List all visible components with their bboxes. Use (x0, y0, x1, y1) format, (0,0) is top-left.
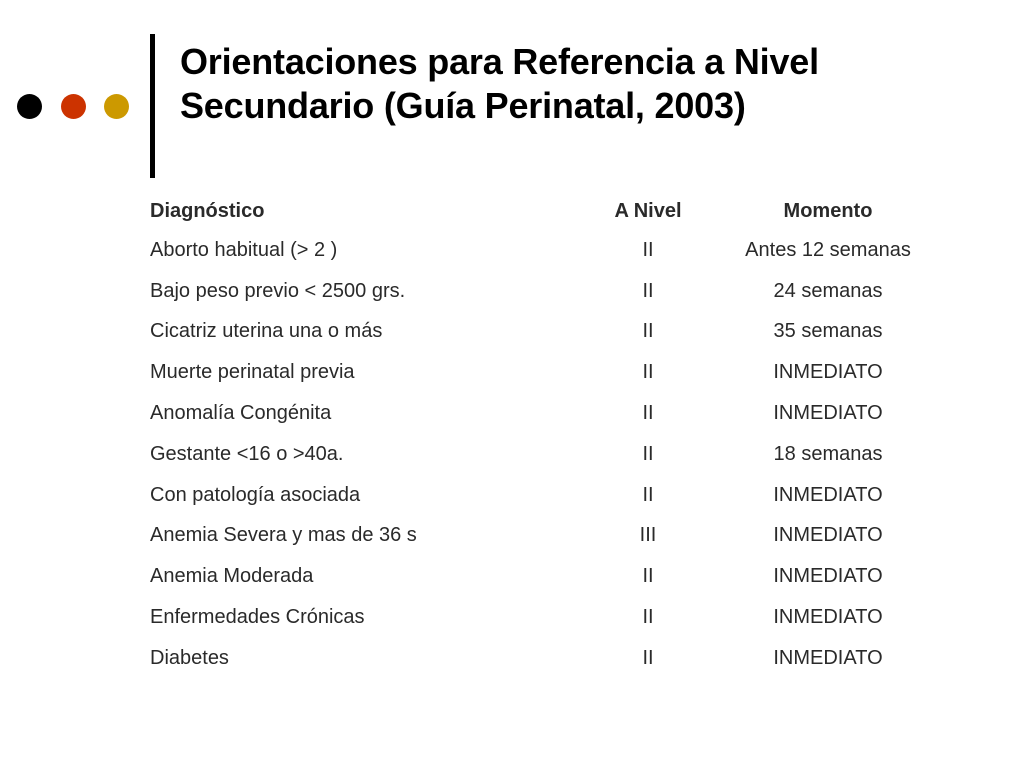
table-header-row (148, 192, 948, 230)
cell-diagnostico: Diabetes (150, 646, 229, 669)
title-divider (150, 34, 155, 178)
title-line-2: Secundario (Guía Perinatal, 2003) (180, 85, 746, 126)
cell-momento: INMEDIATO (773, 646, 883, 669)
cell-nivel: II (642, 646, 654, 669)
cell-momento: 24 semanas (773, 279, 883, 302)
cell-nivel: III (639, 524, 657, 547)
cell-momento: 35 semanas (773, 320, 883, 343)
cell-diagnostico: Bajo peso previo < 2500 grs. (150, 279, 406, 302)
table-row (148, 271, 948, 312)
table-row (148, 475, 948, 516)
red-dot (61, 94, 86, 119)
cell-nivel: II (642, 279, 654, 302)
cell-diagnostico: Anomalía Congénita (150, 402, 332, 425)
table-row (148, 556, 948, 597)
cell-momento: 18 semanas (773, 442, 883, 465)
table-body (148, 230, 948, 679)
cell-diagnostico: Cicatriz uterina una o más (150, 320, 383, 343)
cell-diagnostico: Gestante <16 o >40a. (150, 442, 344, 465)
cell-nivel: II (642, 238, 654, 261)
black-dot (17, 94, 42, 119)
cell-momento: INMEDIATO (773, 565, 883, 588)
cell-momento: INMEDIATO (773, 606, 883, 629)
cell-momento: INMEDIATO (773, 524, 883, 547)
cell-nivel: II (642, 565, 654, 588)
cell-diagnostico: Muerte perinatal previa (150, 361, 355, 384)
cell-diagnostico: Anemia Moderada (150, 565, 314, 588)
cell-diagnostico: Aborto habitual (> 2 ) (150, 238, 338, 261)
cell-nivel: II (642, 361, 654, 384)
header-momento: Momento (783, 199, 873, 222)
cell-nivel: II (642, 442, 654, 465)
gold-dot (104, 94, 129, 119)
table-row (148, 434, 948, 475)
referral-table (148, 192, 948, 679)
cell-momento: INMEDIATO (773, 483, 883, 506)
cell-momento: INMEDIATO (773, 361, 883, 384)
table-row (148, 393, 948, 434)
header-nivel: A Nivel (614, 199, 682, 222)
table-row (148, 597, 948, 638)
cell-nivel: II (642, 320, 654, 343)
cell-nivel: II (642, 483, 654, 506)
cell-diagnostico: Enfermedades Crónicas (150, 606, 365, 629)
table-row (148, 516, 948, 557)
table-row (148, 352, 948, 393)
slide-title (180, 40, 1000, 128)
cell-nivel: II (642, 606, 654, 629)
cell-nivel: II (642, 402, 654, 425)
table-row (148, 312, 948, 353)
header-diagnostico: Diagnóstico (150, 199, 265, 222)
cell-diagnostico: Anemia Severa y mas de 36 s (150, 524, 417, 547)
cell-momento: INMEDIATO (773, 402, 883, 425)
cell-diagnostico: Con patología asociada (150, 483, 361, 506)
table-row (148, 638, 948, 679)
title-line-1: Orientaciones para Referencia a Nivel (180, 41, 819, 82)
cell-momento: Antes 12 semanas (745, 238, 911, 261)
table-row (148, 230, 948, 271)
